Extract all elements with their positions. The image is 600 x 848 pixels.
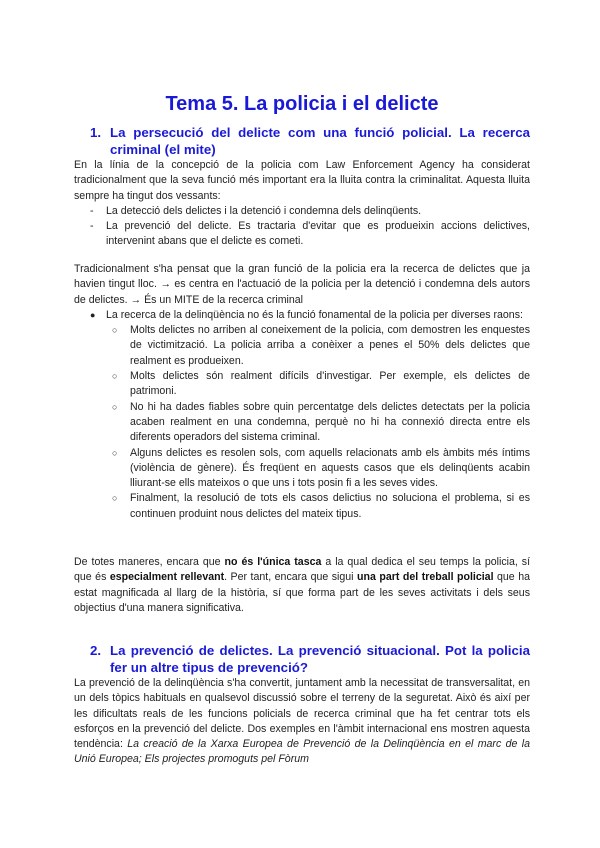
reason-text: No hi ha dades fiables sobre quin percentatge dels delictes detectats per la policia acaben realment en una condemna, perquè no hi ha connexió directa entre els diferents operadors del sistema criminal.: [130, 400, 530, 444]
section-2-text: La prevenció de la delinqüència s'ha convertit, juntament amb la necessitat de transversalitat, en un dels tòpics habituals en qualsevol discussió sobre el terreny de la seguretat. Això és així per les dificultats reals de les funcions policials de recerca criminal que ha fet centrar tots els esforços en la prevenció del delicte. Dos exemples en l'àmbit internacional ens mostren aquesta tendència:: [74, 677, 530, 751]
reason-text: Molts delictes són realment difícils d'investigar. Per exemple, els delictes de patrimoni.: [130, 370, 530, 398]
closing-text-3: . Per tant, encara que sigui: [224, 571, 358, 584]
circle-marker: ○: [112, 325, 118, 336]
dash-list: [74, 204, 530, 250]
reason-item: [106, 323, 530, 369]
reason-item: [106, 446, 530, 492]
section-2-paragraph: [74, 676, 530, 768]
closing-text-2: a la qual dedica el seu temps la policia, sí que és: [74, 556, 531, 584]
dash-item-text: La detecció dels delictes i la detenció i condemna dels delinqüents.: [106, 204, 422, 217]
dash-item-text: La prevenció del delicte. Es tractaria d'evitar que es produeixin accions delictives, intervenint abans que el delicte es cometi.: [106, 220, 530, 248]
reason-item: [106, 400, 530, 446]
dash-item: [74, 204, 530, 219]
closing-text-1: De totes maneres, encara que: [74, 556, 225, 568]
closing-bold-1: no és l'única tasca: [224, 556, 322, 568]
circle-marker: ○: [112, 371, 118, 382]
circle-marker: ○: [112, 447, 118, 458]
circle-marker: ○: [112, 493, 118, 504]
reasons-list: [106, 323, 530, 522]
dash-marker: -: [90, 204, 94, 217]
section-1-para-2: Tradicionalment s'ha pensat que la gran funció de la policia era la recerca de delictes que ja havien tingut lloc. → es centra en l'actuació de la policia per la detenció i condemna dels autors de delictes. → És un MITE de la recerca criminal: [74, 263, 530, 306]
section-2: [74, 642, 530, 768]
dash-item: [74, 219, 530, 250]
section-1-body: [74, 262, 530, 522]
section-1-intro: En la línia de la concepció de la policia com Law Enforcement Agency ha considerat tradicionalment que la seva funció més important era la lluita contra la criminalitat. Aquesta lluita sempre ha tingut dos vessants:: [74, 159, 530, 202]
section-1: [74, 124, 530, 250]
section-2-header: [74, 642, 530, 676]
reason-item: [106, 369, 530, 400]
section-1-header: [74, 124, 530, 158]
section-2-italic: La creació de la Xarxa Europea de Prevenció de la Delinqüència en el marc de la Unió Europea; Els projectes promoguts pel Fòrum: [74, 738, 530, 766]
circle-marker: ○: [112, 401, 118, 412]
section-2-heading: La prevenció de delictes. La prevenció situacional. Pot la policia fer un altre tipus de prevenció?: [110, 643, 530, 675]
reason-item: [106, 491, 530, 522]
reason-text: Molts delictes no arriben al coneixement de la policia, com demostren les enquestes de victimització. La policia arriba a conèixer a penes el 50% dels delictes que realment es produeixen.: [130, 324, 530, 367]
section-1-number: 1.: [90, 125, 102, 140]
closing-bold-2: especialment rellevant: [109, 571, 225, 584]
section-2-number: 2.: [90, 643, 102, 658]
page-title: Tema 5. La policia i el delicte: [165, 93, 439, 115]
section-1-heading: La persecució del delicte com una funció policial. La recerca criminal (el mite): [110, 125, 530, 157]
bullet-item: [74, 308, 530, 323]
reason-text: Alguns delictes es resolen sols, com aquells relacionats amb els àmbits més íntims (violència de gènere). És freqüent en aquests casos que els delinqüents acabin lliurant-se ells mateixos o que uns i tots posin fi a les seves vides.: [130, 446, 530, 490]
reason-text: Finalment, la resolució de tots els casos delictius no soluciona el problema, si es continuen produint nous delictes del mateix tipus.: [130, 492, 530, 520]
dash-marker: -: [90, 220, 94, 233]
bullet-list: [74, 308, 530, 323]
closing-text-4: que ha estat magnificada al llarg de la història, sí que forma part de les seves activitats i dels seus objectius d'una manera significativa.: [74, 571, 530, 614]
section-1-closing: [74, 555, 530, 616]
closing-paragraph: [74, 555, 530, 616]
bullet-item-text: La recerca de la delinqüència no és la funció fonamental de la policia per diverses raons:: [106, 308, 523, 321]
closing-bold-3: una part del treball policial: [357, 571, 494, 584]
bullet-marker: ●: [90, 309, 96, 320]
